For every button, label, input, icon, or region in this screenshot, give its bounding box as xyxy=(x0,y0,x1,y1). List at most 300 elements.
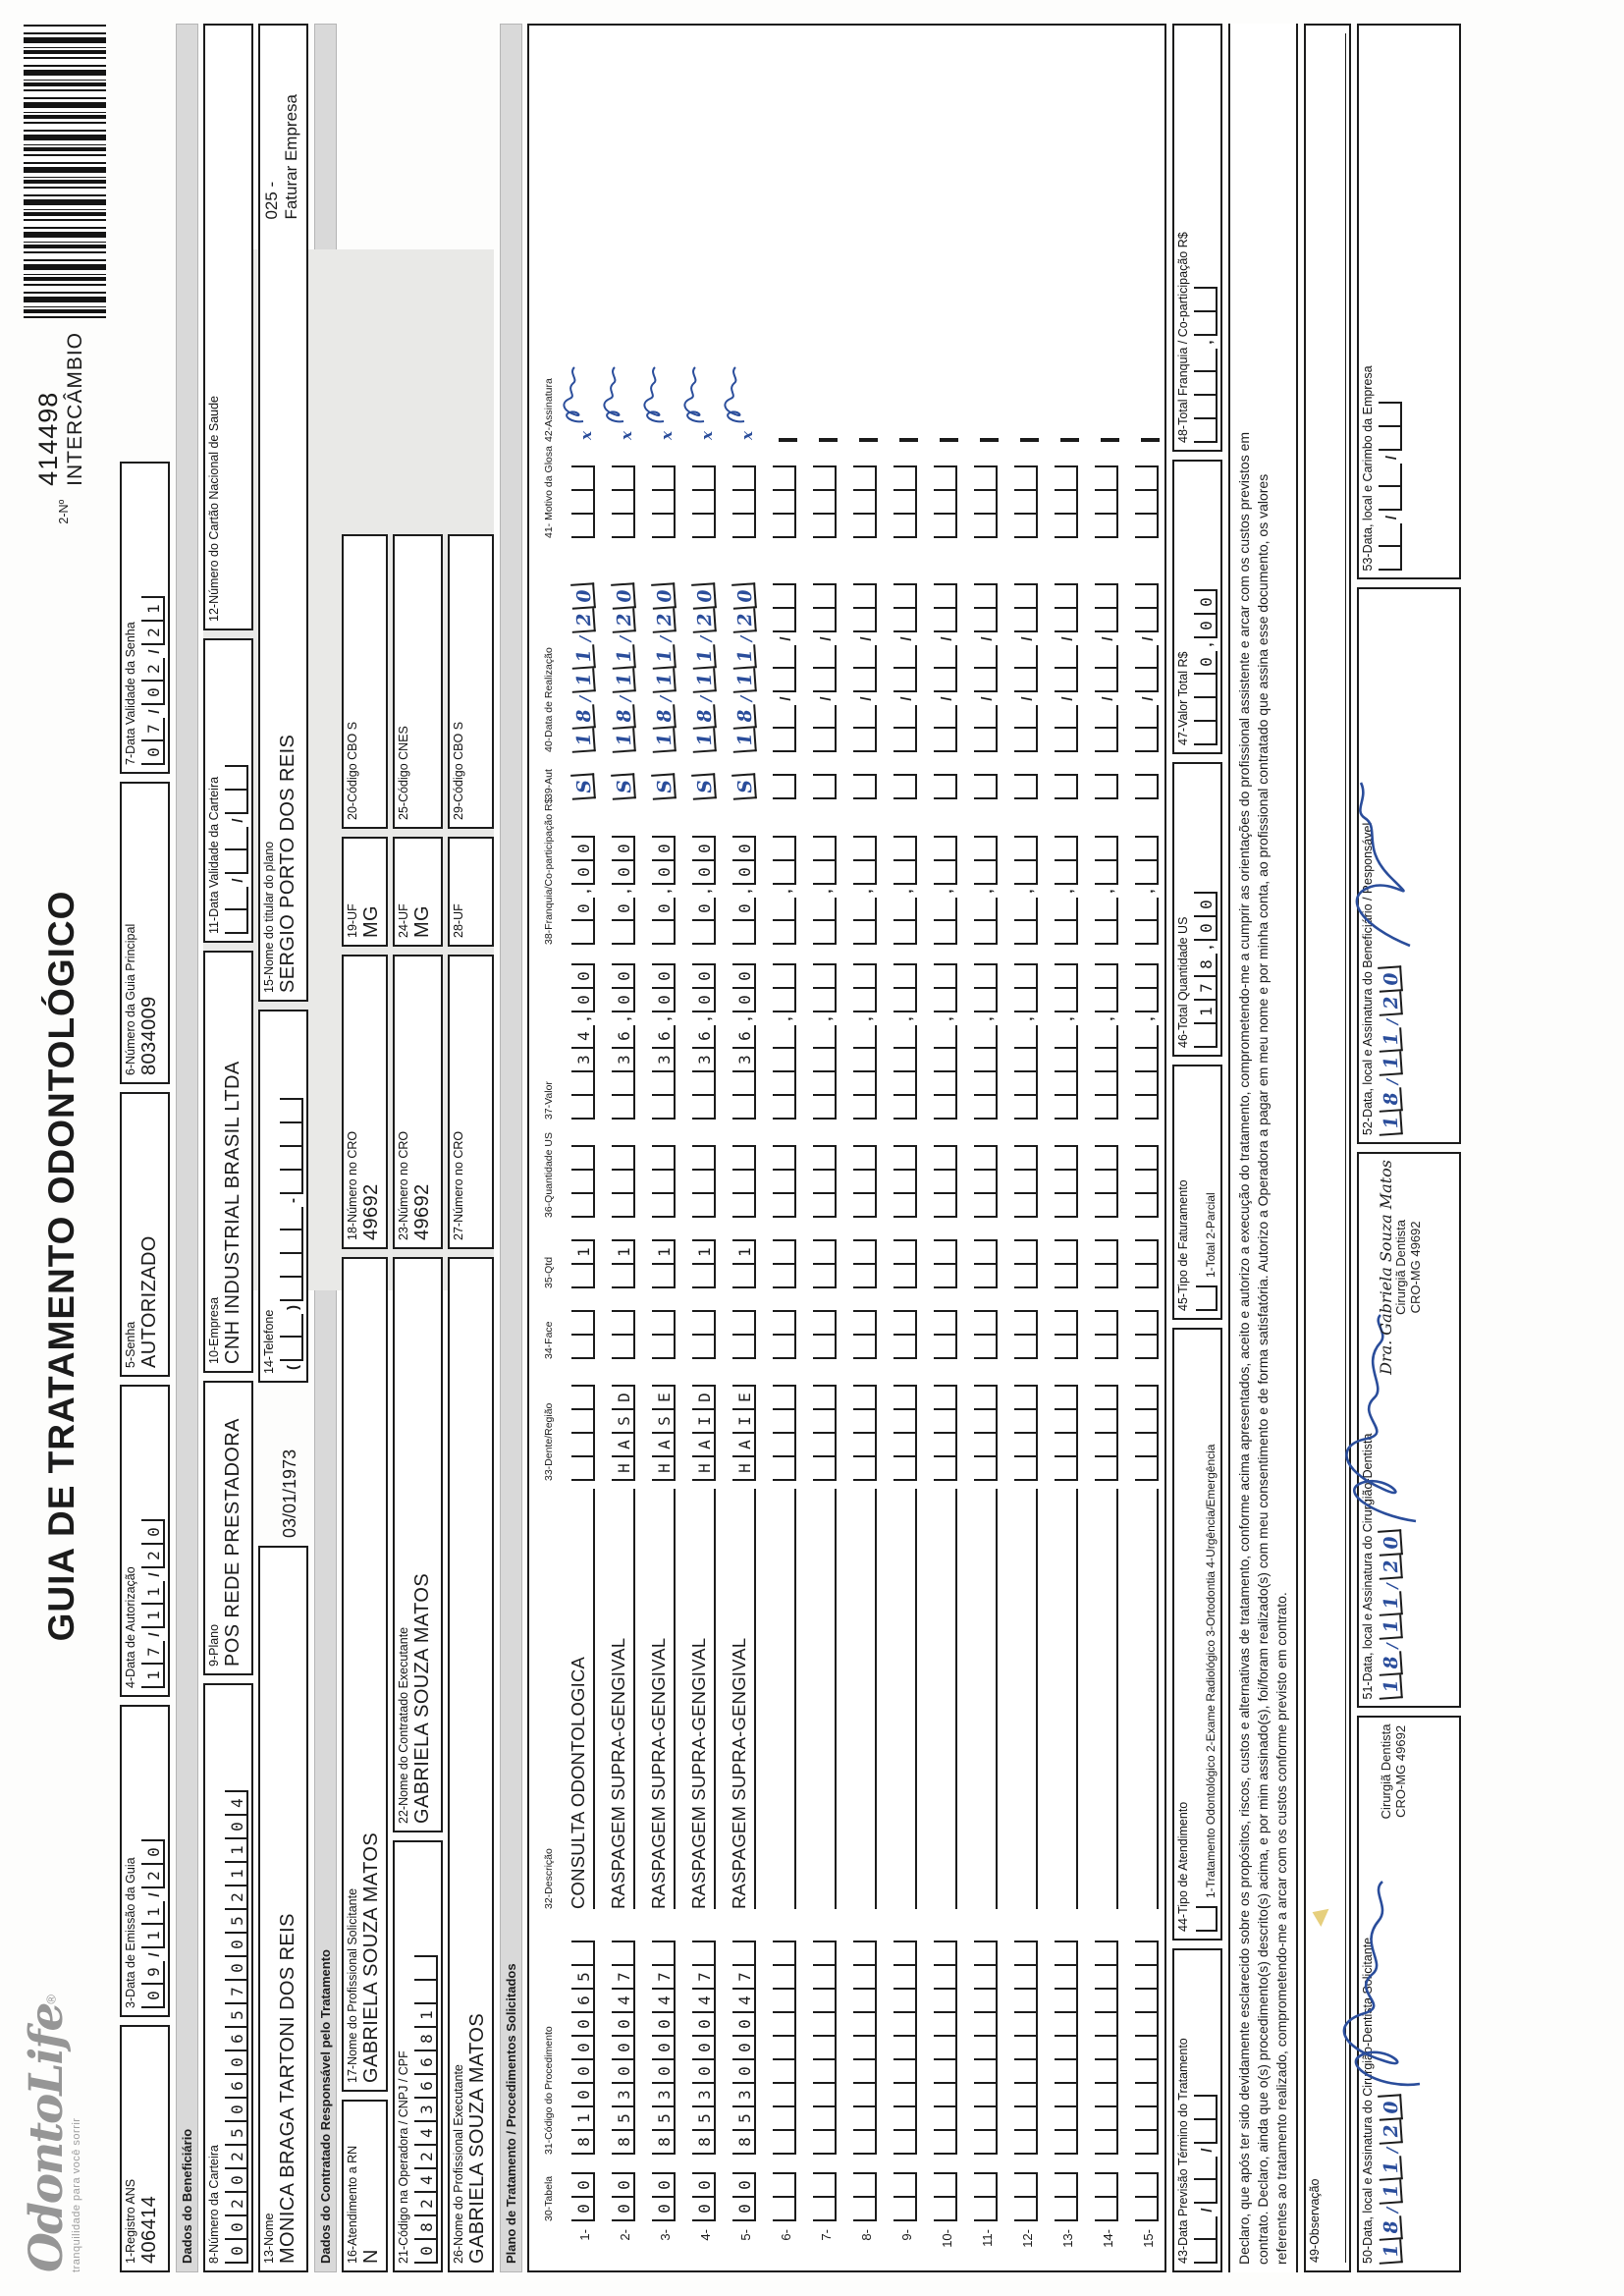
comb-cell xyxy=(1055,515,1078,538)
comb-separator: , xyxy=(737,889,754,894)
field-value: SERGIO PORTO DOS REIS xyxy=(277,734,298,993)
comb-cell xyxy=(1095,1410,1118,1434)
valor-cells xyxy=(892,953,917,1120)
comb-separator: / xyxy=(657,635,675,642)
field-tipo-atendimento xyxy=(1172,1328,1222,1941)
aut-cell xyxy=(892,760,917,799)
comb-cell xyxy=(1135,1194,1159,1218)
aut-cell xyxy=(610,760,635,799)
comb-cell xyxy=(779,438,797,442)
comb-separator: / xyxy=(1383,1078,1401,1085)
tabela-cells xyxy=(972,2162,998,2221)
comb-cell: 1 xyxy=(570,728,596,753)
comb-cell: 4 xyxy=(732,1990,756,2013)
comb-cell: 8 xyxy=(731,704,757,730)
comb-cell xyxy=(1135,1966,1159,1990)
comb-cell xyxy=(1014,645,1038,669)
comb-cell xyxy=(1014,729,1038,752)
comb-cell: 9 xyxy=(141,1961,165,1985)
comb-cell xyxy=(1055,1049,1078,1072)
assinatura-cell xyxy=(859,33,877,442)
comb-cell: 0 xyxy=(571,963,595,989)
field-value xyxy=(410,543,434,820)
comb-cell: 8 xyxy=(651,704,677,730)
comb-separator: / xyxy=(1383,455,1400,461)
comb-cell xyxy=(893,1025,917,1049)
comb-cell xyxy=(1194,2157,1218,2180)
comb-cell xyxy=(1055,1336,1078,1359)
comb-cell xyxy=(934,1171,957,1194)
beneficiario-row-2 xyxy=(258,24,308,2272)
signature-icon xyxy=(554,361,593,424)
comb-cell xyxy=(853,1990,877,2013)
comb-cell: 2 xyxy=(691,608,717,633)
face-cells xyxy=(650,1296,676,1359)
comb-cell xyxy=(1055,1025,1078,1049)
comb-cell xyxy=(1055,963,1078,989)
franquia-cells xyxy=(932,807,957,945)
comb-cell xyxy=(1379,403,1402,428)
procedures-table xyxy=(527,24,1166,2272)
comb-cell xyxy=(893,836,917,861)
guia-odontologica-sheet xyxy=(20,24,1604,2272)
comb-cell: 0 xyxy=(141,1839,165,1865)
comb-cell: 1 xyxy=(225,1839,248,1863)
comb-cell xyxy=(853,2172,877,2198)
tabela-cells xyxy=(690,2162,716,2221)
comb-cell xyxy=(813,898,837,921)
comb-cell xyxy=(813,1457,837,1481)
comb-cell xyxy=(1135,583,1159,609)
tabela-cells xyxy=(1093,2162,1118,2221)
comb-separator: , xyxy=(1199,642,1216,647)
comb-cell xyxy=(940,438,958,442)
comb-separator: / xyxy=(1100,636,1116,641)
comb-separator: / xyxy=(737,695,755,702)
tabela-cells xyxy=(569,2162,595,2221)
column-header-data: 40-Data de Realização xyxy=(543,647,555,752)
comb-cell xyxy=(893,1385,917,1410)
comb-cell: E xyxy=(732,1385,756,1410)
comb-cell xyxy=(853,1434,877,1457)
row-number: 8- xyxy=(859,2229,874,2241)
comb-cell xyxy=(1095,1434,1118,1457)
field-value: 49692 xyxy=(411,1183,433,1240)
comb-cell xyxy=(1095,2172,1118,2198)
comb-cell xyxy=(934,1336,957,1359)
comb-cell: 0 xyxy=(732,2198,756,2221)
comb-separator: / xyxy=(1383,2207,1401,2214)
comb-cell xyxy=(773,921,796,945)
field-total-franquia xyxy=(1172,24,1222,452)
franquia-cells xyxy=(731,807,756,945)
table-row xyxy=(917,33,957,2263)
field-cartao-nacional-saude xyxy=(203,24,253,630)
comb-cell xyxy=(732,1171,756,1194)
face-cells xyxy=(892,1296,917,1359)
valor-cells xyxy=(569,953,595,1120)
signature xyxy=(1322,749,1439,965)
comb-cell xyxy=(1055,705,1078,729)
comb-separator: / xyxy=(1059,696,1076,701)
data-realizacao-cells xyxy=(690,546,716,752)
field-label: 53-Data, local e Carimbo da Empresa xyxy=(1361,365,1375,572)
descricao-procedimento xyxy=(1051,1489,1078,1909)
comb-cell xyxy=(853,1336,877,1359)
comb-cell: 4 xyxy=(612,1990,635,2013)
comb-cell: 0 xyxy=(692,898,716,921)
comb-cell: 1 xyxy=(141,1665,165,1688)
valor-cells xyxy=(1012,953,1038,1120)
comb-cell xyxy=(934,1310,957,1336)
comb-cell xyxy=(893,2131,917,2155)
comb-cell xyxy=(612,1145,635,1171)
comb-cell xyxy=(1135,1941,1159,1966)
data-realizacao-cells xyxy=(1053,546,1078,752)
comb-cell xyxy=(1055,1941,1078,1966)
comb-cell: 0 xyxy=(732,836,756,861)
comb-cell xyxy=(974,645,998,669)
comb-cell xyxy=(974,921,998,945)
codigo-procedimento-cells xyxy=(1093,1917,1118,2155)
comb-cell xyxy=(893,2060,917,2084)
comb-cell xyxy=(773,1096,796,1120)
comb-cell: 2 xyxy=(1378,2119,1403,2145)
comb-separator: / xyxy=(146,1892,163,1897)
comb-cell xyxy=(1014,989,1038,1012)
comb-cell xyxy=(853,963,877,989)
comb-cell xyxy=(893,1072,917,1096)
face-cells xyxy=(731,1296,756,1359)
comb-separator: / xyxy=(979,636,996,641)
row-number: 4- xyxy=(698,2229,713,2241)
comb-cell: 2 xyxy=(141,622,165,645)
comb-cell xyxy=(732,465,756,491)
comb-cell: 1 xyxy=(1378,1027,1403,1053)
comb-cell xyxy=(732,491,756,515)
quantidade-us-cells xyxy=(811,1127,837,1218)
comb-cell xyxy=(813,1336,837,1359)
comb-separator: / xyxy=(146,1572,163,1577)
comb-cell xyxy=(773,1025,796,1049)
comb-cell xyxy=(974,2172,998,2198)
comb-separator: , xyxy=(1199,945,1216,950)
codigo-procedimento-cells xyxy=(569,1917,595,2155)
comb-separator: / xyxy=(1059,636,1076,641)
data-realizacao-cells xyxy=(771,546,796,752)
face-cells xyxy=(1093,1296,1118,1359)
franquia-cells xyxy=(1012,807,1038,945)
comb-cell xyxy=(1194,396,1218,419)
comb-cell xyxy=(692,465,716,491)
comb-cell xyxy=(225,765,248,791)
comb-cell xyxy=(773,1265,796,1288)
comb-cell xyxy=(571,1457,595,1481)
row-number: 15- xyxy=(1141,2229,1156,2248)
comb-cell xyxy=(1135,609,1159,632)
comb-cell xyxy=(813,1072,837,1096)
dente-regiao-cells xyxy=(1133,1367,1159,1481)
comb-cell xyxy=(1095,2084,1118,2107)
comb-cell xyxy=(934,2131,957,2155)
checkbox-cell xyxy=(1196,1906,1218,1932)
comb-cell: 7 xyxy=(612,1966,635,1990)
comb-cell xyxy=(571,1194,595,1218)
row-number: 6- xyxy=(779,2229,793,2241)
assinatura-cell xyxy=(779,33,796,442)
comb-cell xyxy=(974,1941,998,1966)
comb-cell: 0 xyxy=(732,861,756,885)
comb-separator: , xyxy=(576,889,593,894)
comb-cell xyxy=(934,1457,957,1481)
field-label: 14-Telefone xyxy=(262,1309,276,1374)
field-data-autorizacao xyxy=(120,1385,170,1697)
comb-field xyxy=(223,1692,248,2264)
field-value: GABRIELA SOUZA MATOS xyxy=(360,1831,382,2083)
comb-cell xyxy=(571,1265,595,1288)
field-numero-carteira xyxy=(203,1683,253,2272)
comb-cell xyxy=(1014,1457,1038,1481)
comb-cell: 3 xyxy=(652,1049,676,1072)
field-value: N xyxy=(360,2249,382,2264)
comb-cell: 1 xyxy=(1378,2179,1403,2205)
motivo-glosa-cells xyxy=(1133,450,1159,538)
franquia-cells xyxy=(610,807,635,945)
comb-cell xyxy=(1135,491,1159,515)
comb-cell xyxy=(1135,1025,1159,1049)
comb-cell xyxy=(1194,312,1218,336)
column-header-qtd: 35-Qtd xyxy=(543,1256,555,1288)
comb-cell xyxy=(1135,1457,1159,1481)
comb-cell xyxy=(853,861,877,885)
comb-cell xyxy=(813,836,837,861)
comb-cell xyxy=(1135,1145,1159,1171)
column-header-aut: 39-Aut xyxy=(543,769,555,799)
comb-cell xyxy=(773,836,796,861)
comb-cell xyxy=(893,1990,917,2013)
column-header-face: 34-Face xyxy=(543,1321,555,1359)
comb-cell xyxy=(974,861,998,885)
comb-cell xyxy=(853,1171,877,1194)
field-label: 13-Nome xyxy=(262,2213,276,2264)
comb-cell xyxy=(974,1990,998,2013)
comb-cell xyxy=(853,836,877,861)
comb-cell: 8 xyxy=(571,2131,595,2155)
descricao-procedimento xyxy=(769,1489,796,1909)
comb-cell xyxy=(1095,669,1118,692)
comb-cell xyxy=(1194,675,1218,698)
comb-cell xyxy=(893,1457,917,1481)
comb-cell xyxy=(893,1941,917,1966)
signature xyxy=(1322,1878,1439,2094)
row-number: 7- xyxy=(819,2229,834,2241)
comb-cell: 7 xyxy=(141,718,165,741)
comb-cell xyxy=(1055,1457,1078,1481)
comb-cell: 0 xyxy=(571,2013,595,2037)
comb-cell xyxy=(692,1265,716,1288)
comb-cell xyxy=(1095,1966,1118,1990)
comb-cell xyxy=(773,2131,796,2155)
comb-cell: 5 xyxy=(652,2107,676,2131)
comb-cell: 2 xyxy=(1378,991,1403,1016)
comb-cell xyxy=(893,729,917,752)
dente-regiao-cells xyxy=(972,1367,998,1481)
signature-icon xyxy=(675,361,714,424)
comb-cell xyxy=(1095,1385,1118,1410)
comb-separator: / xyxy=(979,696,996,701)
field-guia-principal xyxy=(120,782,170,1084)
face-cells xyxy=(1053,1296,1078,1359)
comb-cell: 3 xyxy=(652,2084,676,2107)
qtd-cells xyxy=(851,1226,877,1288)
comb-separator: ( xyxy=(285,1365,301,1370)
comb-cell xyxy=(974,1336,998,1359)
comb-cell: 1 xyxy=(651,668,677,693)
comb-cell xyxy=(813,705,837,729)
comb-cell xyxy=(692,515,716,538)
franquia-cells xyxy=(811,807,837,945)
comb-separator: , xyxy=(939,1016,955,1021)
comb-cell xyxy=(893,515,917,538)
comb-cell xyxy=(732,1072,756,1096)
comb-cell xyxy=(652,465,676,491)
comb-cell xyxy=(813,465,837,491)
valor-cells xyxy=(690,953,716,1120)
comb-cell: 1 xyxy=(1378,1592,1403,1617)
comb-cell xyxy=(1135,774,1159,799)
comb-cell xyxy=(893,609,917,632)
comb-separator: , xyxy=(898,889,915,894)
comb-cell: D xyxy=(692,1385,716,1410)
comb-cell xyxy=(1095,491,1118,515)
comb-cell: 0 xyxy=(611,582,636,610)
comb-cell: 2 xyxy=(225,2193,248,2216)
comb-cell xyxy=(974,705,998,729)
comb-cell: 0 xyxy=(571,2198,595,2221)
field-label: 7-Data Validade da Senha xyxy=(124,622,137,765)
comb-cell xyxy=(652,921,676,945)
row-number: 1- xyxy=(577,2229,592,2241)
section-beneficiario: Dados do Beneficiário xyxy=(176,24,198,2272)
comb-cell xyxy=(1055,2060,1078,2084)
comb-cell: 4 xyxy=(571,1025,595,1049)
motivo-glosa-cells xyxy=(610,450,635,538)
comb-cell xyxy=(1055,1265,1078,1288)
tabela-cells xyxy=(771,2162,796,2221)
comb-cell xyxy=(813,1990,837,2013)
comb-cell xyxy=(652,491,676,515)
comb-cell xyxy=(813,774,837,799)
comb-cell xyxy=(773,1072,796,1096)
field-value: POS REDE PRESTADORA xyxy=(222,1418,244,1667)
table-row xyxy=(837,33,877,2263)
comb-cell xyxy=(1135,2107,1159,2131)
comb-cell: 0 xyxy=(225,2240,248,2264)
totals-row xyxy=(1172,24,1222,2272)
signature-x-mark: x xyxy=(658,431,676,440)
aut-cell xyxy=(771,760,796,799)
comb-cell xyxy=(934,1145,957,1171)
comb-cell xyxy=(571,465,595,491)
table-row xyxy=(676,33,716,2263)
field-uf-28 xyxy=(448,837,494,947)
motivo-glosa-cells xyxy=(892,450,917,538)
field-label: 25-Código CNES xyxy=(397,726,410,820)
table-header xyxy=(533,33,555,2263)
field-label: 17-Nome do Profissional Solicitante xyxy=(346,1887,359,2083)
comb-separator: , xyxy=(657,1016,674,1021)
comb-cell xyxy=(280,1098,303,1123)
comb-separator: / xyxy=(939,636,955,641)
data-realizacao-cells xyxy=(972,546,998,752)
comb-cell: 8 xyxy=(1194,954,1218,977)
comb-cell xyxy=(280,1171,303,1194)
tabela-cells xyxy=(650,2162,676,2221)
comb-cell: 6 xyxy=(414,2075,438,2099)
comb-cell xyxy=(280,1123,303,1147)
data-realizacao-cells xyxy=(851,546,877,752)
comb-cell: 0 xyxy=(612,989,635,1012)
descricao-procedimento xyxy=(809,1489,837,1909)
comb-cell xyxy=(853,1239,877,1265)
codigo-procedimento-cells xyxy=(972,1917,998,2155)
comb-cell: 3 xyxy=(732,2084,756,2107)
valor-cells xyxy=(650,953,676,1120)
comb-cell: 1 xyxy=(141,1605,165,1628)
face-cells xyxy=(932,1296,957,1359)
comb-cell xyxy=(652,1072,676,1096)
comb-cell: 2 xyxy=(225,2146,248,2169)
comb-cell xyxy=(571,1145,595,1171)
comb-cell xyxy=(934,1265,957,1288)
comb-cell: 1 xyxy=(570,668,596,693)
column-header-dente: 33-Dente/Região xyxy=(543,1402,555,1481)
comb-cell xyxy=(853,2198,877,2221)
tabela-cells xyxy=(1053,2162,1078,2221)
dente-regiao-cells xyxy=(1053,1367,1078,1481)
data-realizacao-cells xyxy=(731,546,756,752)
comb-cell xyxy=(571,515,595,538)
comb-cell xyxy=(1055,645,1078,669)
data-realizacao-cells xyxy=(932,546,957,752)
comb-cell xyxy=(934,1385,957,1410)
comb-cell: 0 xyxy=(731,582,757,610)
comb-cell: 0 xyxy=(1194,892,1218,917)
valor-cells xyxy=(811,953,837,1120)
comb-separator: , xyxy=(778,1016,794,1021)
comb-cell xyxy=(813,1310,837,1336)
tipo-faturamento-options xyxy=(1196,1073,1218,1311)
comb-cell xyxy=(980,438,999,442)
comb-cell: 6 xyxy=(571,1990,595,2013)
comb-cell xyxy=(1014,2037,1038,2060)
dentist-stamp xyxy=(1379,1160,1423,1375)
comb-cell xyxy=(773,2013,796,2037)
comb-cell: 2 xyxy=(141,1865,165,1888)
comb-cell xyxy=(1014,861,1038,885)
dente-regiao-cells xyxy=(771,1367,796,1481)
comb-cell xyxy=(1055,1239,1078,1265)
comb-cell xyxy=(1014,921,1038,945)
comb-cell xyxy=(1014,898,1038,921)
comb-cell xyxy=(853,2013,877,2037)
tabela-cells xyxy=(851,2162,877,2221)
comb-separator: / xyxy=(230,878,246,883)
comb-cell: 0 xyxy=(692,2198,716,2221)
comb-cell xyxy=(1055,1171,1078,1194)
comb-cell: 0 xyxy=(1194,615,1218,638)
comb-cell: 0 xyxy=(652,963,676,989)
